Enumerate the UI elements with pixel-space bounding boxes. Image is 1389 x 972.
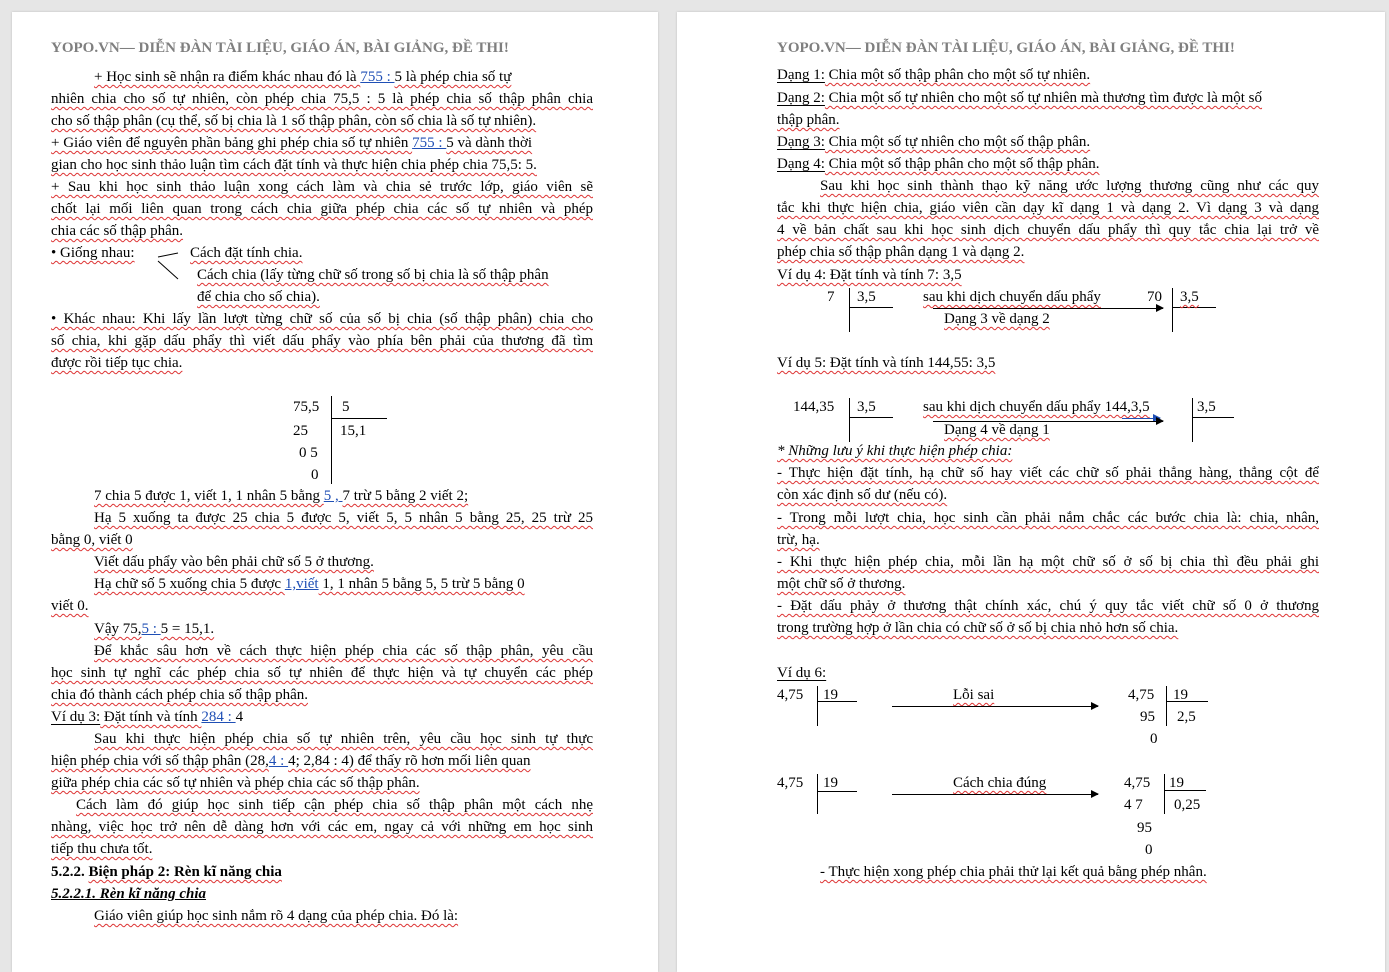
subsection-heading: 5.2.2.1. Rèn kĩ năng chia bbox=[51, 886, 207, 902]
text-line: - Thực hiện đặt tính, hạ chữ số hay viết các chữ số phải thẳng hàng, thẳng cột để bbox=[777, 465, 1319, 481]
division-vertical-line bbox=[817, 686, 818, 726]
text-line: học sinh tự nghĩ các phép chia số tự nhiên để thực hiện và tự chuyển các phép bbox=[51, 665, 593, 681]
dividend: 70 bbox=[1147, 289, 1162, 305]
dividend: 75,5 bbox=[293, 399, 320, 415]
dividend: 144,35 bbox=[793, 399, 835, 415]
divisor: 19 bbox=[823, 775, 838, 791]
example-3-heading: Ví dụ 3: Đặt tính và tính 284 : 4 bbox=[51, 709, 244, 725]
bracket-lines bbox=[156, 249, 190, 281]
quotient: 2,5 bbox=[1177, 709, 1196, 725]
text-line: Cách đặt tính chia. bbox=[190, 245, 303, 261]
text-line: Hạ chữ số 5 xuống chia 5 được 1,viết 1, 1 nhân 5 bằng 5, 5 trừ 5 bằng 0 bbox=[94, 576, 525, 592]
text-line: + Sau khi học sinh thảo luận xong cách làm và chia sẻ trước lớp, giáo viên sẽ bbox=[51, 179, 593, 195]
remainder: 0 5 bbox=[299, 445, 318, 461]
division-vertical-line bbox=[1166, 686, 1167, 726]
text-line: được rồi tiếp tục chia. bbox=[51, 355, 183, 371]
remainder: 95 bbox=[1140, 709, 1155, 725]
arrow-label-top: sau khi dịch chuyển dấu phẩy bbox=[923, 289, 1101, 305]
divisor: 19 bbox=[823, 687, 838, 703]
text-line: thập phân. bbox=[777, 112, 840, 128]
type-2: Dạng 2: Chia một số tự nhiên cho một số tự nhiên mà thương tìm được là một số bbox=[777, 90, 1263, 106]
remainder: 0 bbox=[1150, 731, 1158, 747]
page-header: YOPO.VN— DIỄN ĐÀN TÀI LIỆU, GIÁO ÁN, BÀI GIẢNG, ĐỀ THI! bbox=[777, 40, 1235, 56]
divisor: 3,5 bbox=[857, 289, 876, 305]
text-line: - Khi thực hiện phép chia, mỗi lần hạ một chữ số ở số bị chia thì đều phải ghi bbox=[777, 554, 1319, 570]
text-line: bằng 0, viết 0 bbox=[51, 532, 133, 548]
divisor: 19 bbox=[1169, 775, 1184, 791]
text-line: cho số thập phân (cụ thể, số bị chia là 1 số thập phân, còn số chia là số tự nhiên). bbox=[51, 113, 537, 129]
text-line: + Giáo viên để nguyên phần bảng ghi phép chia số tự nhiên 755 : 5 và dành thời bbox=[51, 135, 533, 151]
text-line: Hạ 5 xuống ta được 25 chia 5 được 5, viết 5, 5 nhân 5 bằng 25, 25 trừ 25 bbox=[94, 510, 593, 526]
text-line: trừ, hạ. bbox=[777, 532, 820, 548]
dividend: 4,75 bbox=[1124, 775, 1151, 791]
dividend: 7 bbox=[827, 289, 835, 305]
example-6-heading: Ví dụ 6: bbox=[777, 665, 827, 681]
text-line: tiếp thu chưa tốt. bbox=[51, 841, 153, 857]
text-line: Vậy 75,5 : 5 = 15,1. bbox=[94, 621, 215, 637]
text-line: một chữ số ở thương. bbox=[777, 576, 906, 592]
arrow-label-bottom: Dạng 3 về dạng 2 bbox=[944, 311, 1050, 327]
divisor: 19 bbox=[1173, 687, 1188, 703]
division-horizontal-line bbox=[849, 417, 893, 418]
text-line: chốt lại mối liên quan trong cách chia giữa phép chia các số tự nhiên và phép bbox=[51, 201, 593, 217]
similarity-label: • Giống nhau: bbox=[51, 245, 135, 261]
division-horizontal-line bbox=[331, 418, 387, 419]
dividend: 4,75 bbox=[777, 687, 804, 703]
correct-label: Cách chia đúng bbox=[953, 775, 1047, 791]
text-line: giữa phép chia các số tự nhiên và phép chia các số thập phân. bbox=[51, 775, 420, 791]
division-horizontal-line bbox=[1192, 417, 1234, 418]
remainder: 4 7 bbox=[1124, 797, 1143, 813]
text-line: viết 0. bbox=[51, 598, 89, 614]
divisor: 3,5 bbox=[1197, 399, 1216, 415]
quotient: 0,25 bbox=[1174, 797, 1201, 813]
wrong-label: Lỗi sai bbox=[953, 687, 995, 703]
text-line: Để khắc sâu hơn về cách thực hiện phép chia các số thập phân, yêu cầu bbox=[94, 643, 593, 659]
division-vertical-line bbox=[1164, 774, 1165, 814]
conversion-arrow bbox=[1122, 418, 1160, 419]
division-vertical-line bbox=[1192, 398, 1193, 442]
division-vertical-line bbox=[849, 288, 850, 332]
remainder: 95 bbox=[1137, 820, 1152, 836]
division-horizontal-line bbox=[1172, 307, 1216, 308]
text-line: gian cho học sinh thảo luận tìm cách đặt tính và thực hiện chia phép chia 75,5: 5. bbox=[51, 157, 537, 173]
text-line: - Thực hiện xong phép chia phải thử lại kết quả bằng phép nhân. bbox=[820, 864, 1207, 880]
dividend: 4,75 bbox=[1128, 687, 1155, 703]
divisor: 3,5 bbox=[857, 399, 876, 415]
division-vertical-line bbox=[331, 396, 332, 484]
division-vertical-line bbox=[849, 398, 850, 442]
text-line: - Trong mỗi lượt chia, học sinh cần phải nắm chắc các bước chia là: chia, nhân, bbox=[777, 510, 1319, 526]
example-5-heading: Ví dụ 5: Đặt tính và tính 144,55: 3,5 bbox=[777, 355, 996, 371]
division-horizontal-line bbox=[849, 307, 893, 308]
text-line: 7 chia 5 được 1, viết 1, 1 nhân 5 bằng 5 , 7 trừ 5 bằng 2 viết 2; bbox=[94, 488, 469, 504]
division-vertical-line bbox=[1172, 288, 1173, 332]
arrow bbox=[892, 794, 1098, 795]
text-line: Viết dấu phẩy vào bên phải chữ số 5 ở thương. bbox=[94, 554, 374, 570]
text-line: Cách chia (lấy từng chữ số trong số bị chia là số thập phân bbox=[197, 267, 549, 283]
text-line: chia đó thành cách phép chia số thập phân. bbox=[51, 687, 308, 703]
text-line: phép chia số thập phân dạng 1 và dạng 2. bbox=[777, 244, 1025, 260]
remainder: 0 bbox=[311, 467, 319, 483]
text-line: số chia, khi gặp dấu phẩy thì viết dấu phẩy vào phía bên phải của thương đã tìm bbox=[51, 333, 593, 349]
dividend: 4,75 bbox=[777, 775, 804, 791]
text-line: hiện phép chia với số thập phân (28,4 : 4; 2,84 : 4) để thấy rõ hơn mối liên quan bbox=[51, 753, 531, 769]
text-line: còn xác định số dư (nếu có). bbox=[777, 487, 948, 503]
type-1: Dạng 1: Chia một số thập phân cho một số tự nhiên. bbox=[777, 67, 1091, 83]
text-line: • Khác nhau: Khi lấy lần lượt từng chữ số của số bị chia (số thập phân) chia cho bbox=[51, 311, 593, 327]
page-left bbox=[12, 12, 658, 972]
page-right bbox=[677, 12, 1385, 972]
arrow-label-bottom: Dạng 4 về dạng 1 bbox=[944, 422, 1050, 438]
text-line: trong trường hợp ở lần chia có chữ số ở số bị chia nhỏ hơn số chia. bbox=[777, 620, 1179, 636]
text-line: Sau khi thực hiện phép chia số tự nhiên trên, yêu cầu học sinh tự thực bbox=[94, 731, 593, 747]
divisor: 3,5 bbox=[1180, 289, 1199, 305]
text-line: - Đặt dấu phảy ở thương thật chính xác, chú ý quy tắc viết chữ số 0 ở thương bbox=[777, 598, 1319, 614]
remainder: 25 bbox=[293, 423, 308, 439]
text-line: để chia cho số chia). bbox=[197, 289, 320, 305]
quotient: 15,1 bbox=[340, 423, 367, 439]
type-4: Dạng 4: Chia một số thập phân cho một số thập phân. bbox=[777, 156, 1100, 172]
text-line: Sau khi học sinh thành thạo kỹ năng ước lượng thương cũng như các quy bbox=[820, 178, 1319, 194]
type-3: Dạng 3: Chia một số tự nhiên cho một số thập phân. bbox=[777, 134, 1091, 150]
arrow-label-top: sau khi dịch chuyển dấu phẩy 144,3,5 bbox=[923, 399, 1150, 415]
section-heading: 5.2.2. Biện pháp 2: Rèn kĩ năng chia bbox=[51, 864, 282, 880]
text-line: Giáo viên giúp học sinh nắm rõ 4 dạng của phép chia. Đó là: bbox=[94, 908, 459, 924]
division-vertical-line bbox=[817, 774, 818, 814]
example-4-heading: Ví dụ 4: Đặt tính và tính 7: 3,5 bbox=[777, 267, 962, 283]
text-line: nhiên chia cho số tự nhiên, còn phép chia 75,5 : 5 là phép chia số thập phân chia bbox=[51, 91, 593, 107]
text-line: nhàng, việc học trở nên dễ dàng hơn với các em, ngay cả với những em học sinh bbox=[51, 819, 593, 835]
page-header: YOPO.VN— DIỄN ĐÀN TÀI LIỆU, GIÁO ÁN, BÀI GIẢNG, ĐỀ THI! bbox=[51, 40, 509, 56]
arrow bbox=[892, 706, 1098, 707]
notes-heading: * Những lưu ý khi thực hiện phép chia: bbox=[777, 443, 1013, 459]
remainder: 0 bbox=[1145, 842, 1153, 858]
text-line: 4 về bản chất sau khi học sinh dịch chuyển dấu phẩy thì quy tắc chia lại trở về bbox=[777, 222, 1319, 238]
text-line: + Học sinh sẽ nhận ra điểm khác nhau đó là 755 : 5 là phép chia số tự bbox=[94, 69, 512, 85]
text-line: tắc khi thực hiện chia, giáo viên cần dạy kĩ dạng 1 và dạng 2. Vì dạng 3 và dạng bbox=[777, 200, 1319, 216]
divisor: 5 bbox=[342, 399, 350, 415]
text-line: Cách làm đó giúp học sinh tiếp cận phép chia số thập phân một cách nhẹ bbox=[76, 797, 593, 813]
text-line: chia các số thập phân. bbox=[51, 223, 184, 239]
